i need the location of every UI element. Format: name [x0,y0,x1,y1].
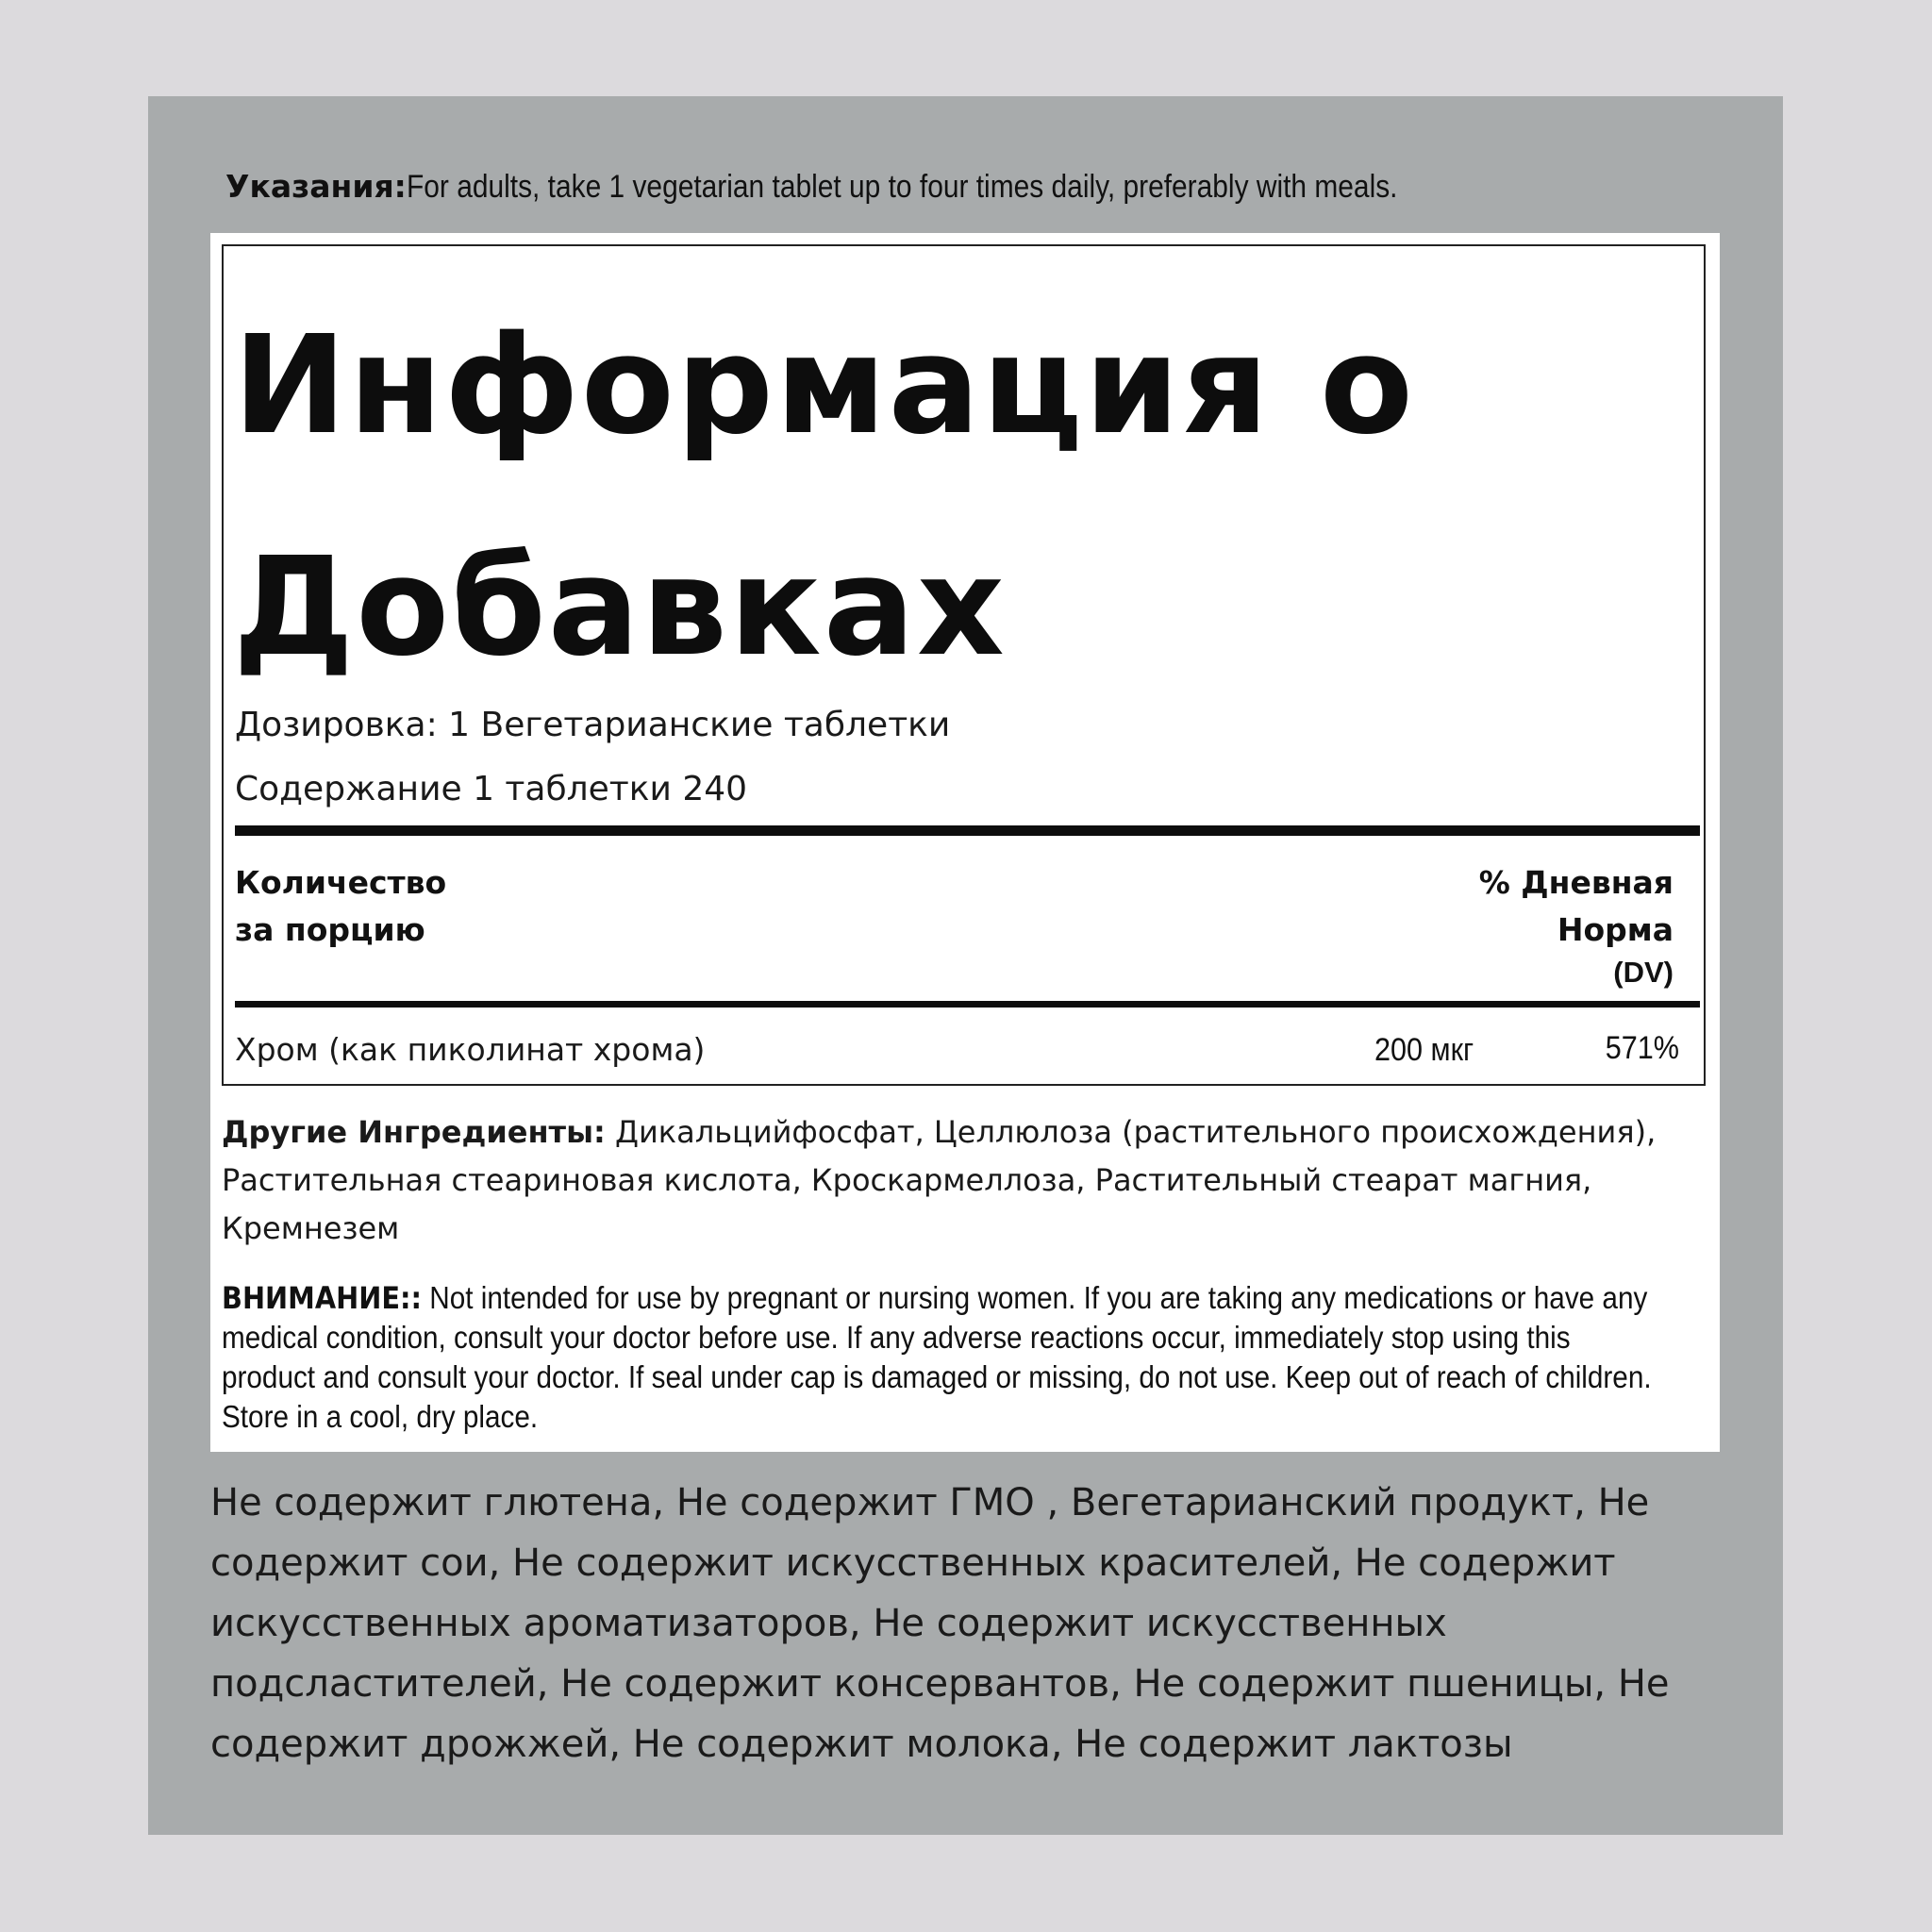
servings-per-container: Содержание 1 таблетки 240 [235,770,748,808]
directions-text: For adults, take 1 vegetarian tablet up to four times daily, preferably with meals. [406,169,1398,205]
warning-label: ВНИМАНИЕ:: [222,1280,423,1316]
serving-size: Дозировка: 1 Вегетарианские таблетки [235,706,951,744]
dv-header-line3: (DV) [1613,956,1674,989]
nutrient-amount: 200 мкг [1374,1032,1474,1068]
thick-divider [235,1001,1700,1008]
facts-title: Информация о Добавках [233,306,1415,686]
supplement-facts-box [222,244,1706,1086]
other-ingredients-label: Другие Ингредиенты: [222,1114,606,1150]
daily-value-header [1391,859,1674,991]
nutrient-daily-value: 571% [1605,1030,1679,1066]
warning-text: Not intended for use by pregnant or nursing women. If you are taking any medications or have any medical condition, consult your doctor before use. If any adverse reactions occur, immediately stop using this product and consult your doctor. If seal under cap is damaged or missing, do not use. Keep out of reach of children. Store in a cool, dry place. [222,1280,1652,1434]
label-panel [148,96,1783,1835]
table-row [235,1025,1700,1078]
other-ingredients [222,1108,1693,1253]
amount-header-line2: за порцию [235,911,425,948]
warning [222,1278,1657,1437]
nutrient-name: Хром (как пиколинат хрома) [235,1031,706,1068]
thin-divider [235,1084,1700,1086]
directions [225,164,1697,209]
thick-divider [235,825,1700,836]
dv-header-line2: Норма [1557,911,1674,948]
other-ingredients-text: Дикальцийфосфат, Целлюлоза (растительного происхождения), Растительная стеариновая кислота, Кроскармеллоза, Растительный стеарат магния, Кремнезем [222,1114,1657,1246]
amount-header-line1: Количество [235,864,447,901]
free-from-claims: Не содержит глютена, Не содержит ГМО , Вегетарианский продукт, Не содержит сои, Не содержит искусственных красителей, Не содержит искусственных ароматизаторов, Не содержит искусственных подсластителей, Не содержит консервантов, Не содержит пшеницы, Не содержит дрожжей, Не содержит молока, Не содержит лактозы [210,1481,1670,1766]
directions-label: Указания: [225,168,407,205]
amount-per-serving-header [235,859,612,954]
label-card [210,233,1720,1452]
dv-header-line1: % Дневная [1478,864,1674,901]
